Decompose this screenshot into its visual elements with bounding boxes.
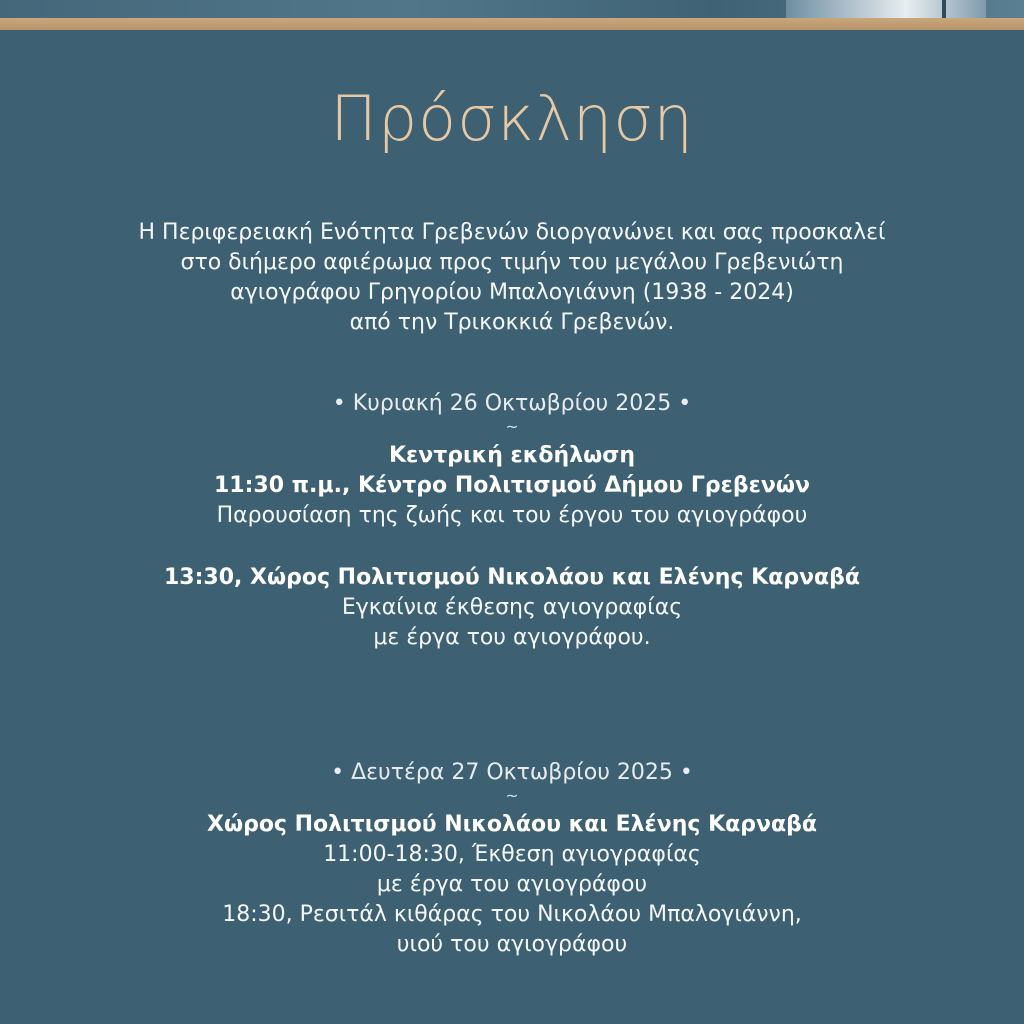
day2-line: υιού του αγιογράφου — [396, 932, 628, 957]
intro-line: Η Περιφερειακή Ενότητα Γρεβενών διοργανώνει και σας προσκαλεί — [138, 220, 886, 245]
day1-event1-title: Κεντρική εκδήλωση — [388, 443, 636, 468]
day1-event2-place: 13:30, Χώρος Πολιτισμού Νικολάου και Ελένης Καρναβά — [163, 565, 861, 590]
header-photo-frame — [942, 0, 946, 18]
day1-event1-desc: Παρουσίαση της ζωής και του έργου του αγιογράφου — [216, 503, 808, 528]
day1-event2-desc: με έργα του αγιογράφου. — [373, 625, 651, 650]
day1-event1-place: 11:30 π.μ., Κέντρο Πολιτισμού Δήμου Γρεβενών — [213, 473, 811, 498]
gold-divider — [0, 18, 1024, 30]
intro-line: από την Τρικοκκιά Γρεβενών. — [349, 310, 675, 335]
intro-text — [0, 218, 1024, 338]
intro-line: αγιογράφου Γρηγορίου Μπαλογιάννη (1938 - 2024) — [230, 280, 794, 305]
header-photo — [786, 0, 986, 18]
day2-section — [0, 758, 1024, 960]
page-title: Πρόσκληση — [330, 82, 694, 155]
day1-section — [0, 389, 1024, 653]
intro-line: στο διήμερο αφιέρωμα προς τιμήν του μεγάλου Γρεβενιώτη — [180, 250, 844, 275]
day1-event2-desc: Εγκαίνια έκθεσης αγιογραφίας — [341, 595, 683, 620]
day1-separator: ~ — [505, 417, 519, 436]
day2-line: με έργα του αγιογράφου — [376, 872, 648, 897]
day2-separator: ~ — [505, 786, 519, 805]
day2-line: 11:00-18:30, Έκθεση αγιογραφίας — [323, 842, 701, 867]
day1-date: • Κυριακή 26 Οκτωβρίου 2025 • — [332, 391, 692, 416]
day2-place: Χώρος Πολιτισμού Νικολάου και Ελένης Καρναβά — [206, 812, 818, 837]
day2-date: • Δευτέρα 27 Οκτωβρίου 2025 • — [331, 760, 693, 785]
day2-line: 18:30, Ρεσιτάλ κιθάρας του Νικολάου Μπαλογιάννη, — [222, 902, 802, 927]
